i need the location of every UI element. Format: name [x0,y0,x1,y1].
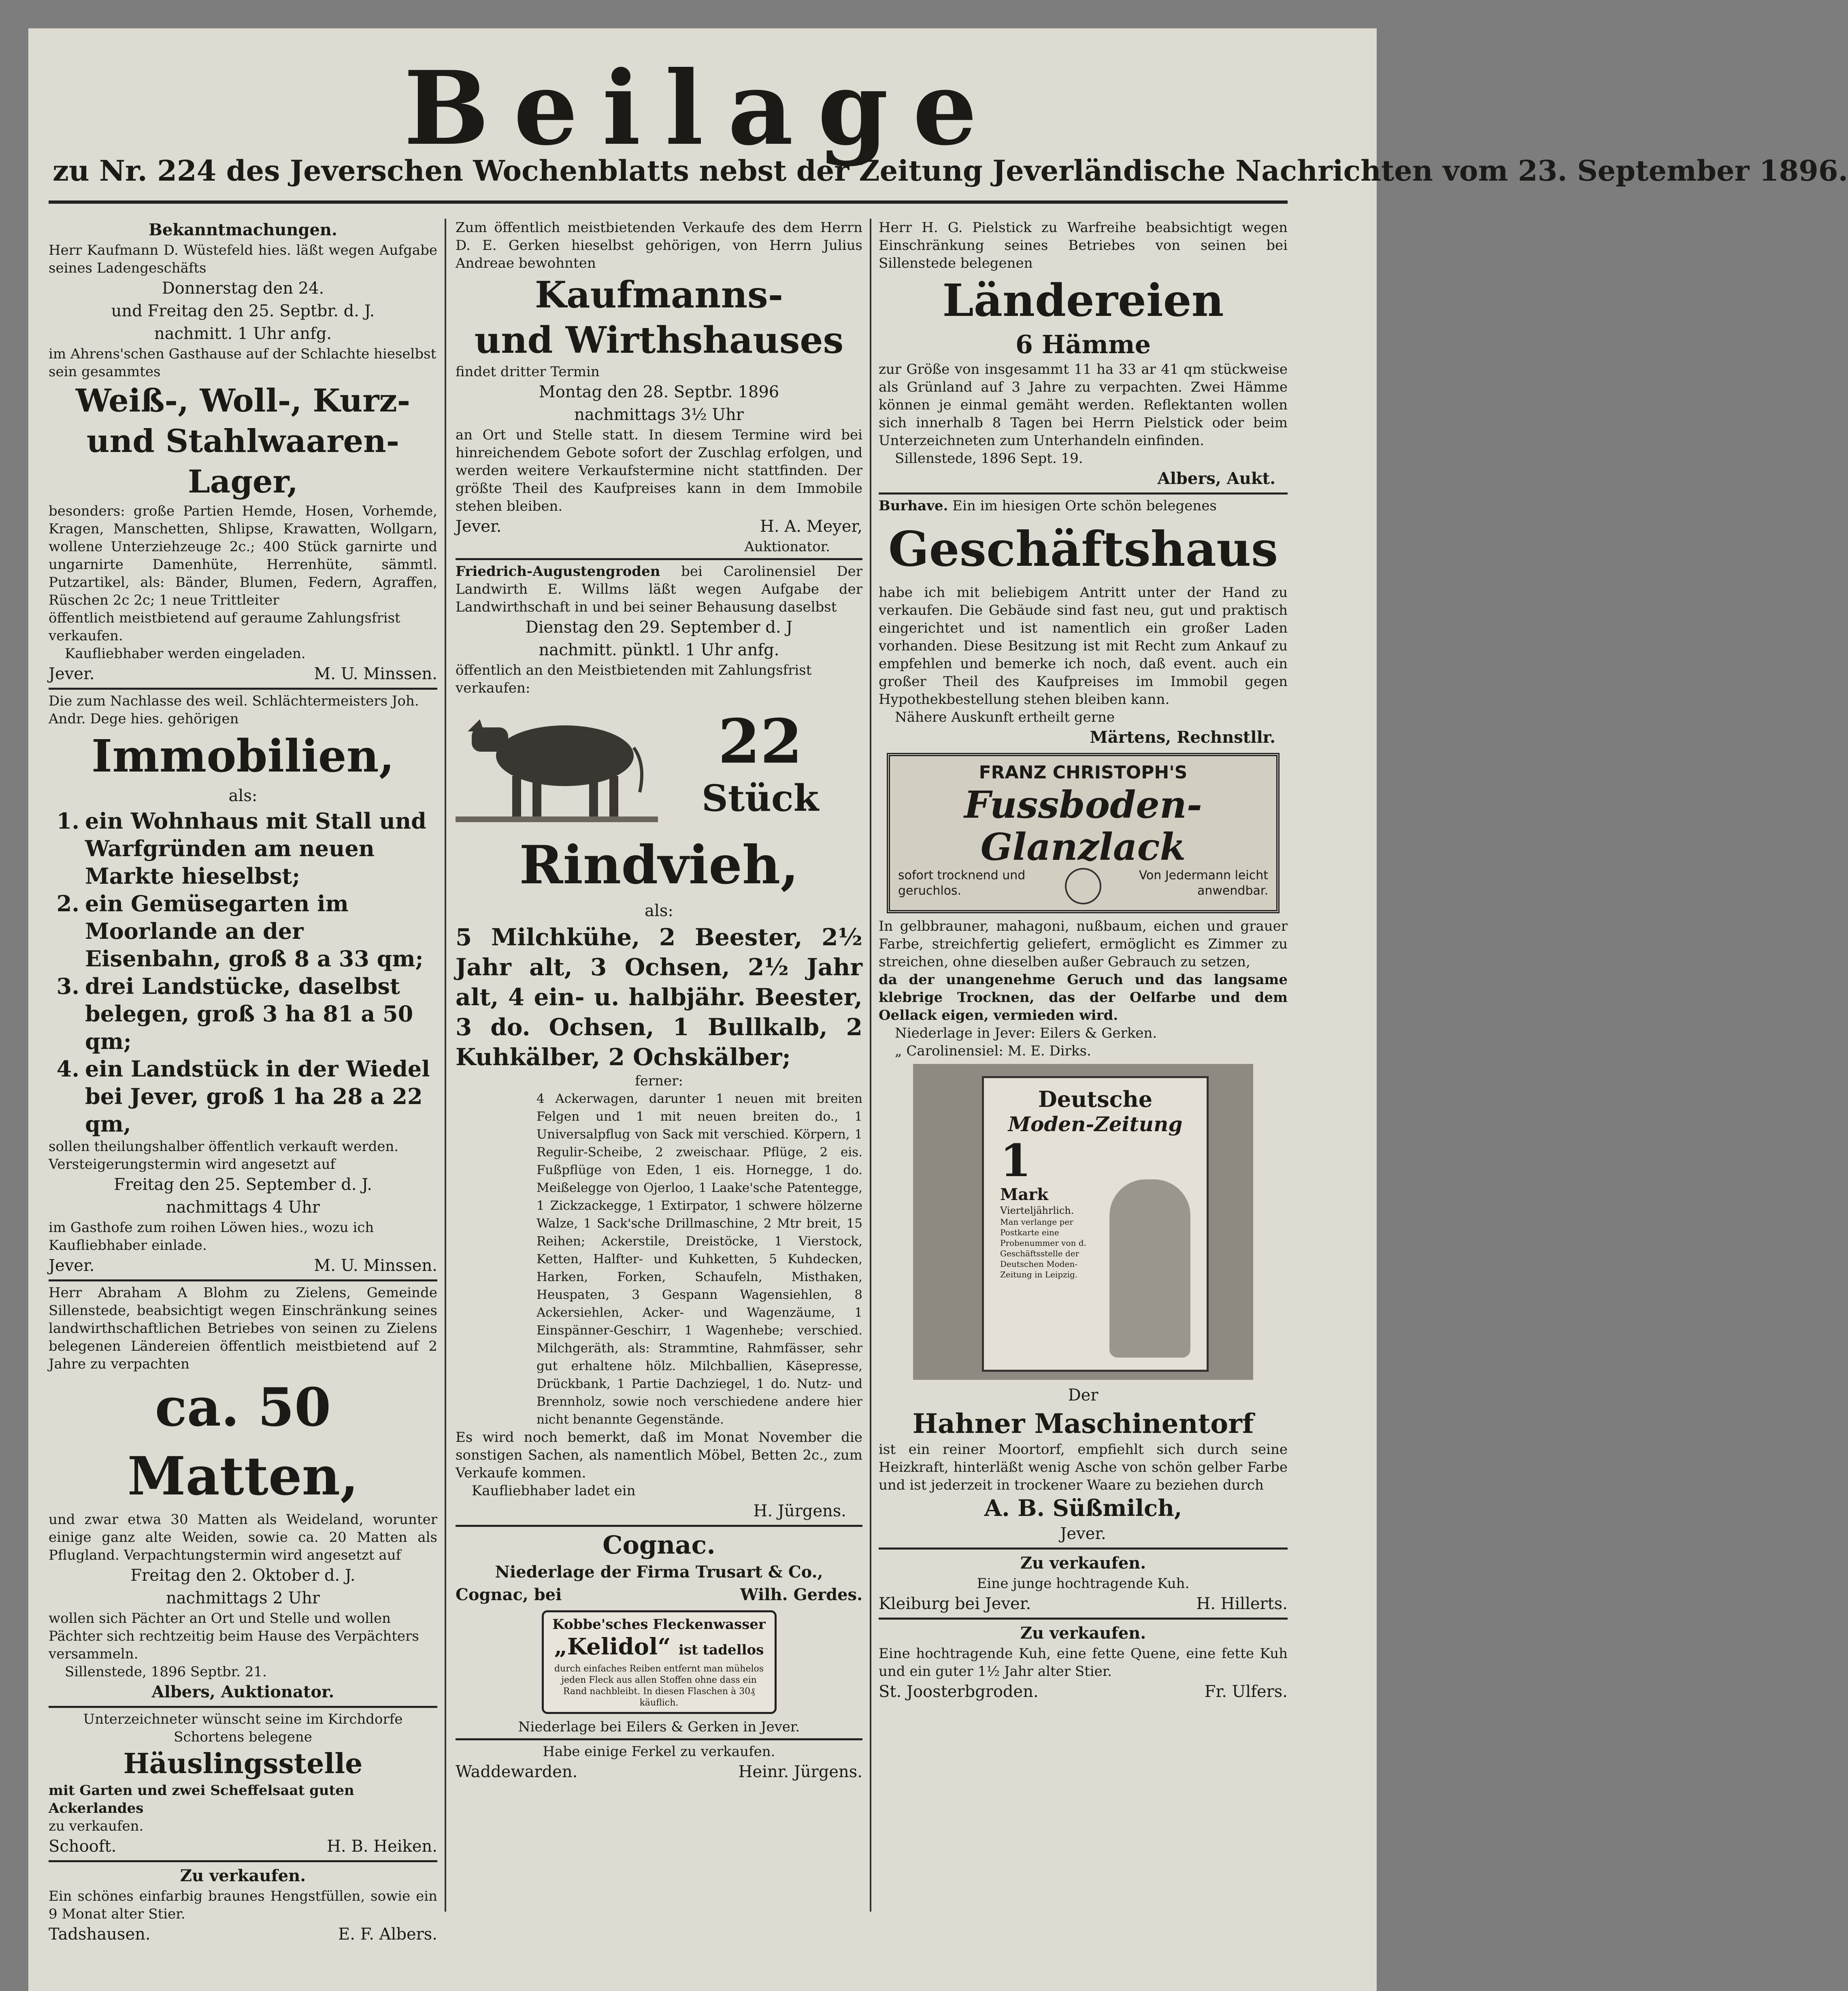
ad-dateline: Sillenstede, 1896 Sept. 19. [895,450,1083,467]
ad-headline: Rindvieh, [519,834,799,896]
ad-signature: Albers, Aukt. [1157,469,1275,488]
ad-body: zur Größe von insgesammt 11 ha 33 ar 41 qm stückweise als Grünland auf 3 Jahre zu verpachten. Zwei Hämme können je einmal gemäht werden. Reflektanten wollen sich innerhalb 8 Tagen bei Herrn Pielstick oder beim Unterzeichneten zum Unterhandeln einfinden. [879,361,1288,449]
ad-headline: Immobilien, [91,730,395,782]
ad-body-bold: da der unangenehme Geruch und das langsame klebrige Trocknen, das der Oelfarbe und dem Oellack eigen, vermieden wird. [879,972,1288,1023]
column-right [879,219,1288,1944]
ad-signature-row [49,663,437,685]
poster-price: 1 [1000,1134,1031,1187]
glanzlack-ad [887,753,1280,913]
ad-body: sollen theilungshalber öffentlich verkauft werden. Versteigerungstermin wird angesetzt auf [49,1138,399,1172]
masthead-subtitle: zu Nr. 224 des Jeverschen Wochenblatts nebst der Zeitung Jeverländische Nachrichten vom 23. September 1896. [53,154,1848,188]
ad-time: nachmitt. 1 Uhr anfg. [154,324,332,343]
lady-figure-icon [1109,1179,1190,1358]
ad-hengstfuellen [49,1865,437,1946]
ad-maschinentorf [879,1384,1288,1545]
ad-location: Jever. [49,1256,95,1275]
list-item: 3. drei Landstücke, daselbst belegen, groß 3 ha 81 a 50 qm; [56,973,413,1054]
ad-body: Habe einige Ferkel zu verkaufen. [543,1744,775,1760]
ad-intro: Herr Kaufmann D. Wüstefeld hies. läßt wegen Aufgabe seines Ladengeschäfts [49,242,437,276]
ad-divider [456,558,862,560]
ad-blohm-matten [49,1284,437,1703]
ad-headline: und Stahlwaaren-Lager, [86,423,400,500]
ad-divider [49,688,437,690]
section-heading: Bekanntmachungen. [149,220,337,239]
count-unit: Stück [701,777,819,820]
kelidol-fineprint: durch einfaches Reiben entfernt man mühelos jeden Fleck aus allen Stoffen ohne dass ein Rand nachbleibt. In diesen Flaschen à 30₰ käuflich. [554,1664,764,1708]
kelidol-brand: „Kelidol“ ist tadellos [554,1633,764,1660]
property-list [49,807,437,1138]
ad-invite: Kaufliebhaber werden eingeladen. [65,646,306,662]
ad-signature: A. B. Süßmilch, [984,1495,1182,1522]
ad-note: Es wird noch bemerkt, daß im Monat November die sonstigen Sachen, als namentlich Möbel, Betten 2c., zum Verkaufe kommen. [456,1429,862,1481]
ad-signature: E. F. Albers. [338,1925,437,1944]
equipment-list: 4 Ackerwagen, darunter 1 neuen mit breiten Felgen und 1 mit neuen breiten do., 1 Universalpflug von Sack mit verschied. Körpern, 1 Regulir-Scheibe, 2 zweischaar. Pflüge, 2 eis. Fußpflüge von Eden, 1 eis. Hornegge, 1 do. Meißelegge von Ojerloo, 1 Laake'sche Patentegge, 1 Zickzackegge, 1 Extirpator, 1 schwere hölzerne Walze, 1 Sack'sche Drillmaschine, 2 Mtr breit, 15 Reihen; Ackerstile, Dreistöcke, 1 Vierstock, Ketten, Halfter- und Kuhketten, 5 Kuhdecken, Harken, Forken, Schaufeln, Misthaken, Heuspaten, 3 Gespann Wagensiehlen, 8 Ackersiehlen, Acker- und Wagenzäume, 1 Einspänner-Geschirr, 1 Wagenhebe; verschied. Milchgeräth, als: Strammtine, Rahmfässer, sehr gut erhaltene hölz. Milchballien, Käsepresse, Drückbank, 1 Partie Dachziegel, 1 do. Nutz- und Brennholz, sowie noch verschiedene andere hier nicht benannte Gegenstände. [537,1091,862,1427]
ad-wuestefeld [49,219,437,685]
ad-geschaeftshaus [879,497,1288,749]
section-heading: Zu verkaufen. [1020,1554,1146,1573]
ad-body: ist ein reiner Moortorf, empfiehlt sich durch seine Heizkraft, hinterläßt wenig Asche von schön gelber Farbe und ist jederzeit in trockener Waare zu beziehen durch [879,1441,1288,1493]
moden-zeitung-poster [982,1076,1209,1372]
ad-headline: Hahner Maschinentorf [912,1408,1254,1439]
ad-signature: H. B. Heiken. [327,1837,437,1856]
column-divider [870,219,871,1912]
ad-body: Eine junge hochtragende Kuh. [977,1575,1190,1592]
column-divider [445,219,446,1912]
ad-body: an Ort und Stelle statt. In diesem Termine wird bei hinreichendem Gebote sofort der Zuschlag erfolgen, und werden weitere Verkaufstermine nicht stattfinden. Der größte Theil des Kaufpreises kann in dem Immobile stehen bleiben. [456,427,862,514]
ad-intro: Unterzeichneter wünscht seine im Kirchdorfe Schortens belegene [83,1711,403,1745]
newspaper-page [28,28,1848,1991]
poster-fineprint: Man verlange per Postkarte eine Probenummer von d. Geschäftsstelle der Deutschen Moden-Zeitung in Leipzig. [1000,1217,1086,1279]
ad-dateline: Sillenstede, 1896 Septbr. 21. [65,1664,267,1680]
glanzlack-title: Fussboden- [964,783,1202,827]
ad-divider [879,1618,1288,1620]
ad-location: Jever. [1060,1524,1106,1543]
ad-kaufmannshaus [456,219,862,556]
column-middle [456,219,862,1944]
ad-body: Ein schönes einfarbig braunes Hengstfüllen, sowie ein 9 Monat alter Stier. [49,1888,437,1922]
ad-als: als: [645,902,673,920]
ad-body: Eine hochtragende Kuh, eine fette Quene, eine fette Kuh und ein guter 1½ Jahr alter Stier. [879,1646,1288,1680]
count-number: 22 [718,706,803,777]
ad-subheadline: 6 Hämme [1015,330,1151,359]
ad-date: Montag den 28. Septbr. 1896 [539,383,779,401]
animal-list: 5 Milchkühe, 2 Beester, 2½ Jahr alt, 3 Ochsen, 2½ Jahr alt, 4 ein- u. halbjähr. Beester, 3 do. Ochsen, 1 Bullkalb, 2 Kuhkälber, 2 Ochskälber; [456,923,862,1071]
ad-headline: Kaufmanns- [534,273,783,316]
ad-signature: Heinr. Jürgens. [738,1763,862,1781]
seal-icon [1065,868,1101,904]
ad-time: nachmittags 2 Uhr [166,1589,320,1607]
ad-signature-row [456,515,862,538]
ad-more-info: Nähere Auskunft ertheilt gerne [895,709,1115,725]
ad-term: findet dritter Termin [456,364,600,380]
ad-location: Jever. [49,665,95,683]
poster-mark: Mark [1000,1185,1048,1204]
ad-body: habe ich mit beliebigem Antritt unter der Hand zu verkaufen. Die Gebäude sind fast neu, gut und praktisch eingerichtet und ist namentlich ein großer Laden vorhanden. Diese Besitzung ist mit Recht zum Ankauf zu empfehlen und bemerke ich noch, daß event. auch ein großer Theil des Kaufpreises im Immobil gegen Hypothekbestellung stehen bleiben kann. [879,584,1288,708]
ad-location: Cognac, bei [456,1585,562,1604]
kelidol-heading: Kobbe'sches Fleckenwasser [552,1616,766,1633]
ad-body: zu verkaufen. [49,1818,144,1834]
ad-signature-row [456,1584,862,1606]
ad-dege-immobilien [49,692,437,1277]
masthead-title: Beilage [403,49,1002,168]
ad-signature: Fr. Ulfers. [1204,1682,1288,1701]
ad-place: im Gasthofe zum roihen Löwen hies., wozu ich Kaufliebhaber einlade. [49,1219,374,1253]
kelidol-depot: Niederlage bei Eilers & Gerken in Jever. [518,1719,800,1735]
ad-terms: öffentlich an den Meistbietenden mit Zahlungsfrist verkaufen: [456,662,812,696]
ad-location: Kleiburg bei Jever. [879,1595,1031,1613]
glanzlack-title: Glanzlack [980,825,1186,869]
ad-signature-row [879,1680,1288,1703]
ad-divider [456,1738,862,1740]
glanzlack-tagline: sofort trocknend und geruchlos. Von Jedermann leicht anwendbar. [898,868,1268,904]
ad-body: und zwar etwa 30 Matten als Weideland, worunter einige ganz alte Weiden, sowie ca. 20 Matten als Pflugland. Verpachtungstermin wird angesetzt auf [49,1511,437,1563]
ad-intro: Die zum Nachlasse des weil. Schlächtermeisters Joh. Andr. Dege hies. gehörigen [49,693,419,727]
ad-cognac [456,1529,862,1606]
section-heading: Zu verkaufen. [1020,1624,1146,1643]
ad-signature: Wilh. Gerdes. [740,1585,862,1604]
ad-location: Waddewarden. [456,1763,578,1781]
glanzlack-brand: FRANZ CHRISTOPH'S [979,762,1188,783]
ad-haeuslingsstelle [49,1710,437,1858]
ad-time: nachmittags 4 Uhr [166,1198,320,1217]
ad-location: St. Joosterbgroden. [879,1682,1039,1701]
ad-laendereien [879,219,1288,490]
ad-intro: Friedrich-Augustengroden bei Carolinensiel Der Landwirth E. Willms läßt wegen Aufgabe der Landwirthschaft in und bei seiner Behausung daselbst [456,563,862,615]
section-heading: Zu verkaufen. [180,1866,306,1885]
ad-place: wollen sich Pächter an Ort und Stelle und wollen Pächter sich rechtzeitig beim Hause des Verpächters versammeln. [49,1610,419,1662]
cattle-count [658,707,862,821]
ad-signature: H. Hillerts. [1196,1595,1288,1613]
ad-intro: Herr H. G. Pielstick zu Warfreihe beabsichtigt wegen Einschränkung seines Betriebes von seinen bei Sillenstede belegenen [879,220,1288,271]
ad-signature: Märtens, Rechnstllr. [1090,728,1275,747]
ad-depot: „ Carolinensiel: M. E. Dirks. [895,1043,1091,1059]
ad-signature: M. U. Minssen. [314,665,437,683]
ad-body: In gelbbrauner, mahagoni, nußbaum, eichen und grauer Farbe, streichfertig geliefert, ermöglicht es Zimmer zu streichen, ohne dieselben außer Gebrauch zu setzen, [879,918,1288,970]
ad-signature-row [49,1835,437,1858]
ad-kuh-ulfers [879,1622,1288,1703]
ad-date: und Freitag den 25. Septbr. d. J. [111,302,375,320]
ad-body: besonders: große Partien Hemde, Hosen, Vorhemde, Kragen, Manschetten, Shlipse, Krawatten, Wollgarn, wollene Unterziehzeuge 2c.; 400 Stück garnirte und ungarnirte Damenhüte, Herrenhüte, sämmtl. Putzartikel, als: Bänder, Blumen, Federn, Agraffen, Rüschen 2c 2c; 1 neue Trittleiter [49,503,437,608]
ad-role: Auktionator. [744,539,830,555]
poster-period: Vierteljährlich. [1000,1205,1074,1216]
poster-title: Moden-Zeitung [1008,1112,1183,1136]
ad-intro: Herr Abraham A Blohm zu Zielens, Gemeinde Sillenstede, beabsichtigt wegen Einschränkung seines landwirthschaftlichen Betriebes von seinen zu Zielens belegenen Ländereien öffentlich meistbietend auf 2 Jahre zu verpachten [49,1285,437,1372]
ad-invite: Kaufliebhaber ladet ein [472,1483,636,1499]
ad-signature-row [456,1761,862,1783]
ad-date: Dienstag den 29. September d. J [525,618,793,637]
ad-signature: H. A. Meyer, [760,517,862,536]
ad-location: Schooft. [49,1837,117,1856]
ad-subheadline: mit Garten und zwei Scheffelsaat guten Ackerlandes [49,1782,354,1816]
ad-signature: H. Jürgens. [753,1502,846,1520]
ad-divider [879,492,1288,495]
ad-rindvieh [456,563,862,1522]
ad-divider [49,1279,437,1281]
ad-ferkel [456,1743,862,1783]
poster-title: Deutsche [1038,1086,1153,1112]
ad-headline: Ländereien [942,274,1224,326]
kelidol-bottle-ad [542,1610,777,1714]
ad-time: nachmittags 3½ Uhr [574,405,744,424]
masthead-rule [49,200,1288,204]
ad-kuh-hillerts [879,1552,1288,1615]
ad-terms: öffentlich meistbietend auf geraume Zahlungsfrist verkaufen. [49,610,400,644]
list-item: 4. ein Landstück in der Wiedel bei Jever, groß 1 ha 28 a 22 qm, [56,1056,430,1137]
ad-body: Niederlage der Firma Trusart & Co., [495,1563,823,1582]
ad-location: Tadshausen. [49,1925,151,1944]
ad-date: Donnerstag den 24. [162,279,324,298]
ad-headline: Geschäftshaus [888,521,1278,577]
ad-intro: Burhave. Ein im hiesigen Orte schön belegenes [879,498,1217,514]
ad-als: als: [228,787,258,805]
ad-date: Freitag den 25. September d. J. [114,1175,372,1194]
ad-intro: Zum öffentlich meistbietenden Verkaufe des dem Herrn D. E. Gerken hieselbst gehörigen, von Herrn Julius Andreae bewohnten [456,220,862,271]
ad-signature-row [879,1592,1288,1615]
ad-divider [49,1706,437,1708]
ad-headline: Weiß-, Woll-, Kurz- [75,382,411,419]
list-item: 1. ein Wohnhaus mit Stall und Warfgründen am neuen Markte hieselbst; [56,808,426,889]
ad-location: Jever. [456,517,502,536]
ad-headline: ca. 50 Matten, [127,1376,359,1507]
ad-headline: Häuslingsstelle [123,1748,363,1780]
ad-divider [456,1525,862,1527]
ad-headline: und Wirthshauses [474,319,844,362]
ad-ferner: ferner: [635,1073,683,1089]
ad-signature: Albers, Auktionator. [151,1682,334,1701]
ad-headline: Cognac. [603,1530,715,1560]
ad-der: Der [1068,1386,1099,1405]
ad-signature: M. U. Minssen. [314,1256,437,1275]
ad-divider [879,1548,1288,1550]
ad-date: Freitag den 2. Oktober d. J. [130,1566,356,1585]
ad-place: im Ahrens'schen Gasthause auf der Schlachte hieselbst sein gesammtes [49,346,436,380]
column-left [49,219,437,1944]
ad-divider [49,1860,437,1862]
ad-signature-row [49,1923,437,1946]
list-item: 2. ein Gemüsegarten im Moorlande an der Eisenbahn, groß 8 a 33 qm; [56,891,424,972]
ad-time: nachmitt. pünktl. 1 Uhr anfg. [539,641,779,659]
ad-signature-row [49,1254,437,1277]
cow-icon [456,699,658,829]
ad-depot: Niederlage in Jever: Eilers & Gerken. [895,1025,1157,1041]
moden-zeitung-illustration [913,1064,1253,1380]
cattle-block [456,697,862,831]
